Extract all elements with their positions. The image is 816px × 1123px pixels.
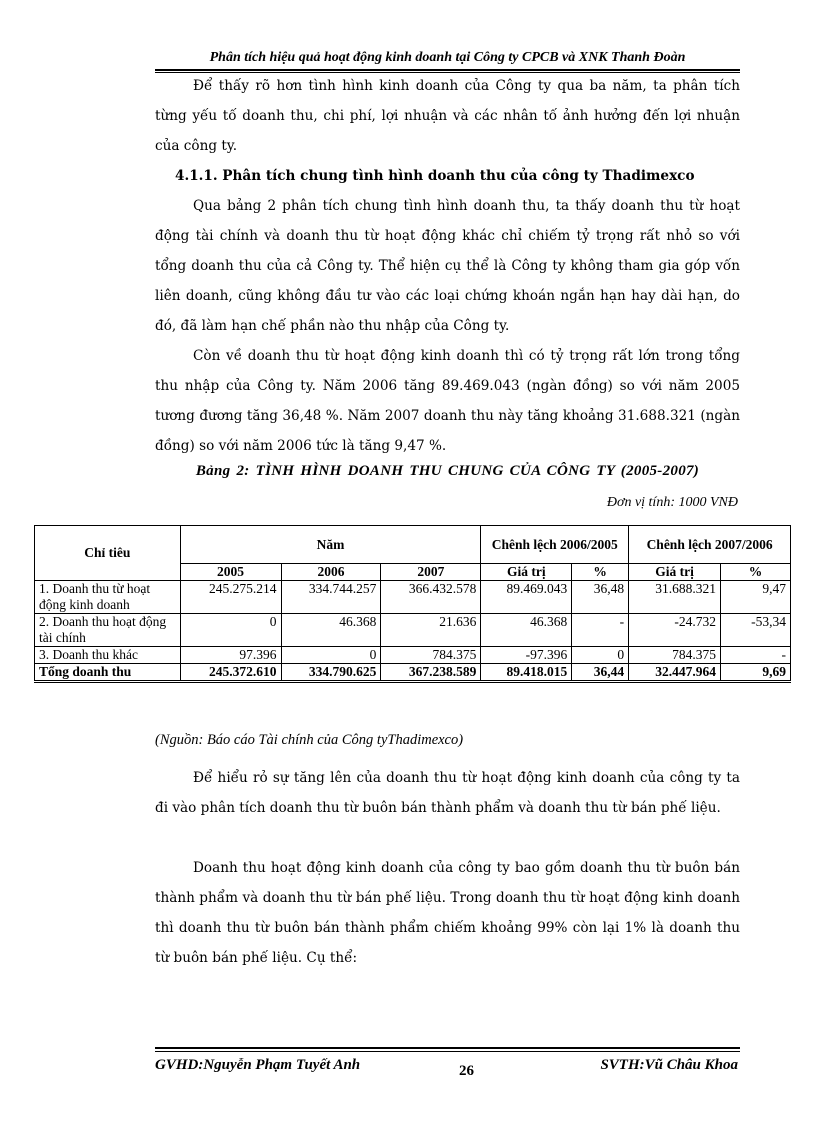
paragraph-3: Để hiểu rỏ sự tăng lên của doanh thu từ hoạt động kinh doanh của công ty ta đi vào phân tích doanh thu từ buôn bán thành phẩm và doanh thu từ bán phế liệu. bbox=[155, 770, 740, 816]
header-pct-2: % bbox=[721, 564, 791, 581]
cell-2007: 367.238.589 bbox=[381, 664, 481, 682]
header-2005: 2005 bbox=[180, 564, 281, 581]
cell-pct-1: 36,44 bbox=[572, 664, 629, 682]
cell-2005: 245.275.214 bbox=[180, 581, 281, 614]
header-chi-tieu: Chỉ tiêu bbox=[35, 526, 181, 581]
footer-rule-thin bbox=[155, 1051, 740, 1052]
table-unit: Đơn vị tính: 1000 VNĐ bbox=[606, 495, 738, 510]
footer-advisor: GVHD:Nguyễn Phạm Tuyết Anh bbox=[155, 1057, 361, 1073]
intro-paragraph: Để thấy rõ hơn tình hình kinh doanh của Công ty qua ba năm, ta phân tích từng yếu tố doanh thu, chi phí, lợi nhuận và các nhân tố ảnh hưởng đến lợi nhuận của công ty. bbox=[155, 78, 740, 154]
cell-gia-tri-1: 89.469.043 bbox=[481, 581, 572, 614]
cell-gia-tri-2: -24.732 bbox=[629, 614, 721, 647]
cell-2005: 0 bbox=[180, 614, 281, 647]
cell-2007: 21.636 bbox=[381, 614, 481, 647]
row-label: 2. Doanh thu hoạt động tài chính bbox=[35, 614, 181, 647]
cell-pct-2: 9,69 bbox=[721, 664, 791, 682]
cell-gia-tri-2: 32.447.964 bbox=[629, 664, 721, 682]
cell-2006: 0 bbox=[281, 647, 381, 664]
header-nam: Năm bbox=[180, 526, 481, 564]
cell-2006: 334.744.257 bbox=[281, 581, 381, 614]
header-gia-tri-1: Giá trị bbox=[481, 564, 572, 581]
paragraph-1: Qua bảng 2 phân tích chung tình hình doanh thu, ta thấy doanh thu từ hoạt động tài chính và doanh thu từ hoạt động khác chỉ chiếm tỷ trọng rất nhỏ so với tổng doanh thu của cả Công ty. Thể hiện cụ thể là Công ty không tham gia góp vốn liên doanh, cũng không đầu tư vào các loại chứng khoán ngắn hạn hay dài hạn, do đó, đã làm hạn chế phần nào thu nhập của Công ty. bbox=[155, 198, 740, 334]
cell-2006: 334.790.625 bbox=[281, 664, 381, 682]
header-gia-tri-2: Giá trị bbox=[629, 564, 721, 581]
footer-student: SVTH:Vũ Châu Khoa bbox=[600, 1057, 738, 1073]
cell-2007: 366.432.578 bbox=[381, 581, 481, 614]
table-source: (Nguồn: Báo cáo Tài chính của Công tyThadimexco) bbox=[155, 732, 464, 748]
cell-2005: 97.396 bbox=[180, 647, 281, 664]
header-chenh-lech-2006-2005: Chênh lệch 2006/2005 bbox=[481, 526, 629, 564]
cell-gia-tri-2: 784.375 bbox=[629, 647, 721, 664]
row-label: 3. Doanh thu khác bbox=[35, 647, 181, 664]
header-chenh-lech-2007-2006: Chênh lệch 2007/2006 bbox=[629, 526, 791, 564]
running-header: Phân tích hiệu quả hoạt động kinh doanh tại Công ty CPCB và XNK Thanh Đoàn bbox=[209, 50, 686, 65]
cell-gia-tri-2: 31.688.321 bbox=[629, 581, 721, 614]
footer-rule bbox=[155, 1047, 740, 1049]
revenue-table bbox=[34, 525, 791, 683]
header-2007: 2007 bbox=[381, 564, 481, 581]
section-heading: 4.1.1. Phân tích chung tình hình doanh thu của công ty Thadimexco bbox=[175, 168, 695, 184]
row-label: Tổng doanh thu bbox=[35, 664, 181, 682]
table-total-row bbox=[35, 664, 791, 682]
cell-gia-tri-1: 89.418.015 bbox=[481, 664, 572, 682]
cell-pct-2: 9,47 bbox=[721, 581, 791, 614]
table-row bbox=[35, 647, 791, 664]
cell-pct-2: - bbox=[721, 647, 791, 664]
cell-pct-1: 36,48 bbox=[572, 581, 629, 614]
cell-gia-tri-1: 46.368 bbox=[481, 614, 572, 647]
table-row bbox=[35, 614, 791, 647]
paragraph-2: Còn về doanh thu từ hoạt động kinh doanh thì có tỷ trọng rất lớn trong tổng thu nhập của Công ty. Năm 2006 tăng 89.469.043 (ngàn đồng) so với năm 2005 tương đương tăng 36,48 %. Năm 2007 doanh thu này tăng khoảng 31.688.321 (ngàn đồng) so với năm 2006 tức là tăng 9,47 %. bbox=[155, 348, 740, 454]
cell-2005: 245.372.610 bbox=[180, 664, 281, 682]
header-2006: 2006 bbox=[281, 564, 381, 581]
header-pct-1: % bbox=[572, 564, 629, 581]
cell-gia-tri-1: -97.396 bbox=[481, 647, 572, 664]
page-number: 26 bbox=[459, 1063, 474, 1079]
cell-pct-1: - bbox=[572, 614, 629, 647]
paragraph-4: Doanh thu hoạt động kinh doanh của công ty bao gồm doanh thu từ buôn bán thành phẩm và doanh thu từ bán phế liệu. Trong doanh thu từ hoạt động kinh doanh thì doanh thu từ buôn bán thành phẩm chiếm khoảng 99% còn lại 1% là doanh thu từ buôn bán phế liệu. Cụ thể: bbox=[155, 860, 740, 966]
cell-pct-2: -53,34 bbox=[721, 614, 791, 647]
table-row bbox=[35, 581, 791, 614]
cell-2007: 784.375 bbox=[381, 647, 481, 664]
cell-pct-1: 0 bbox=[572, 647, 629, 664]
table-caption: Bảng 2: TÌNH HÌNH DOANH THU CHUNG CỦA CÔNG TY (2005-2007) bbox=[195, 463, 700, 479]
row-label: 1. Doanh thu từ hoạt động kinh doanh bbox=[35, 581, 181, 614]
cell-2006: 46.368 bbox=[281, 614, 381, 647]
